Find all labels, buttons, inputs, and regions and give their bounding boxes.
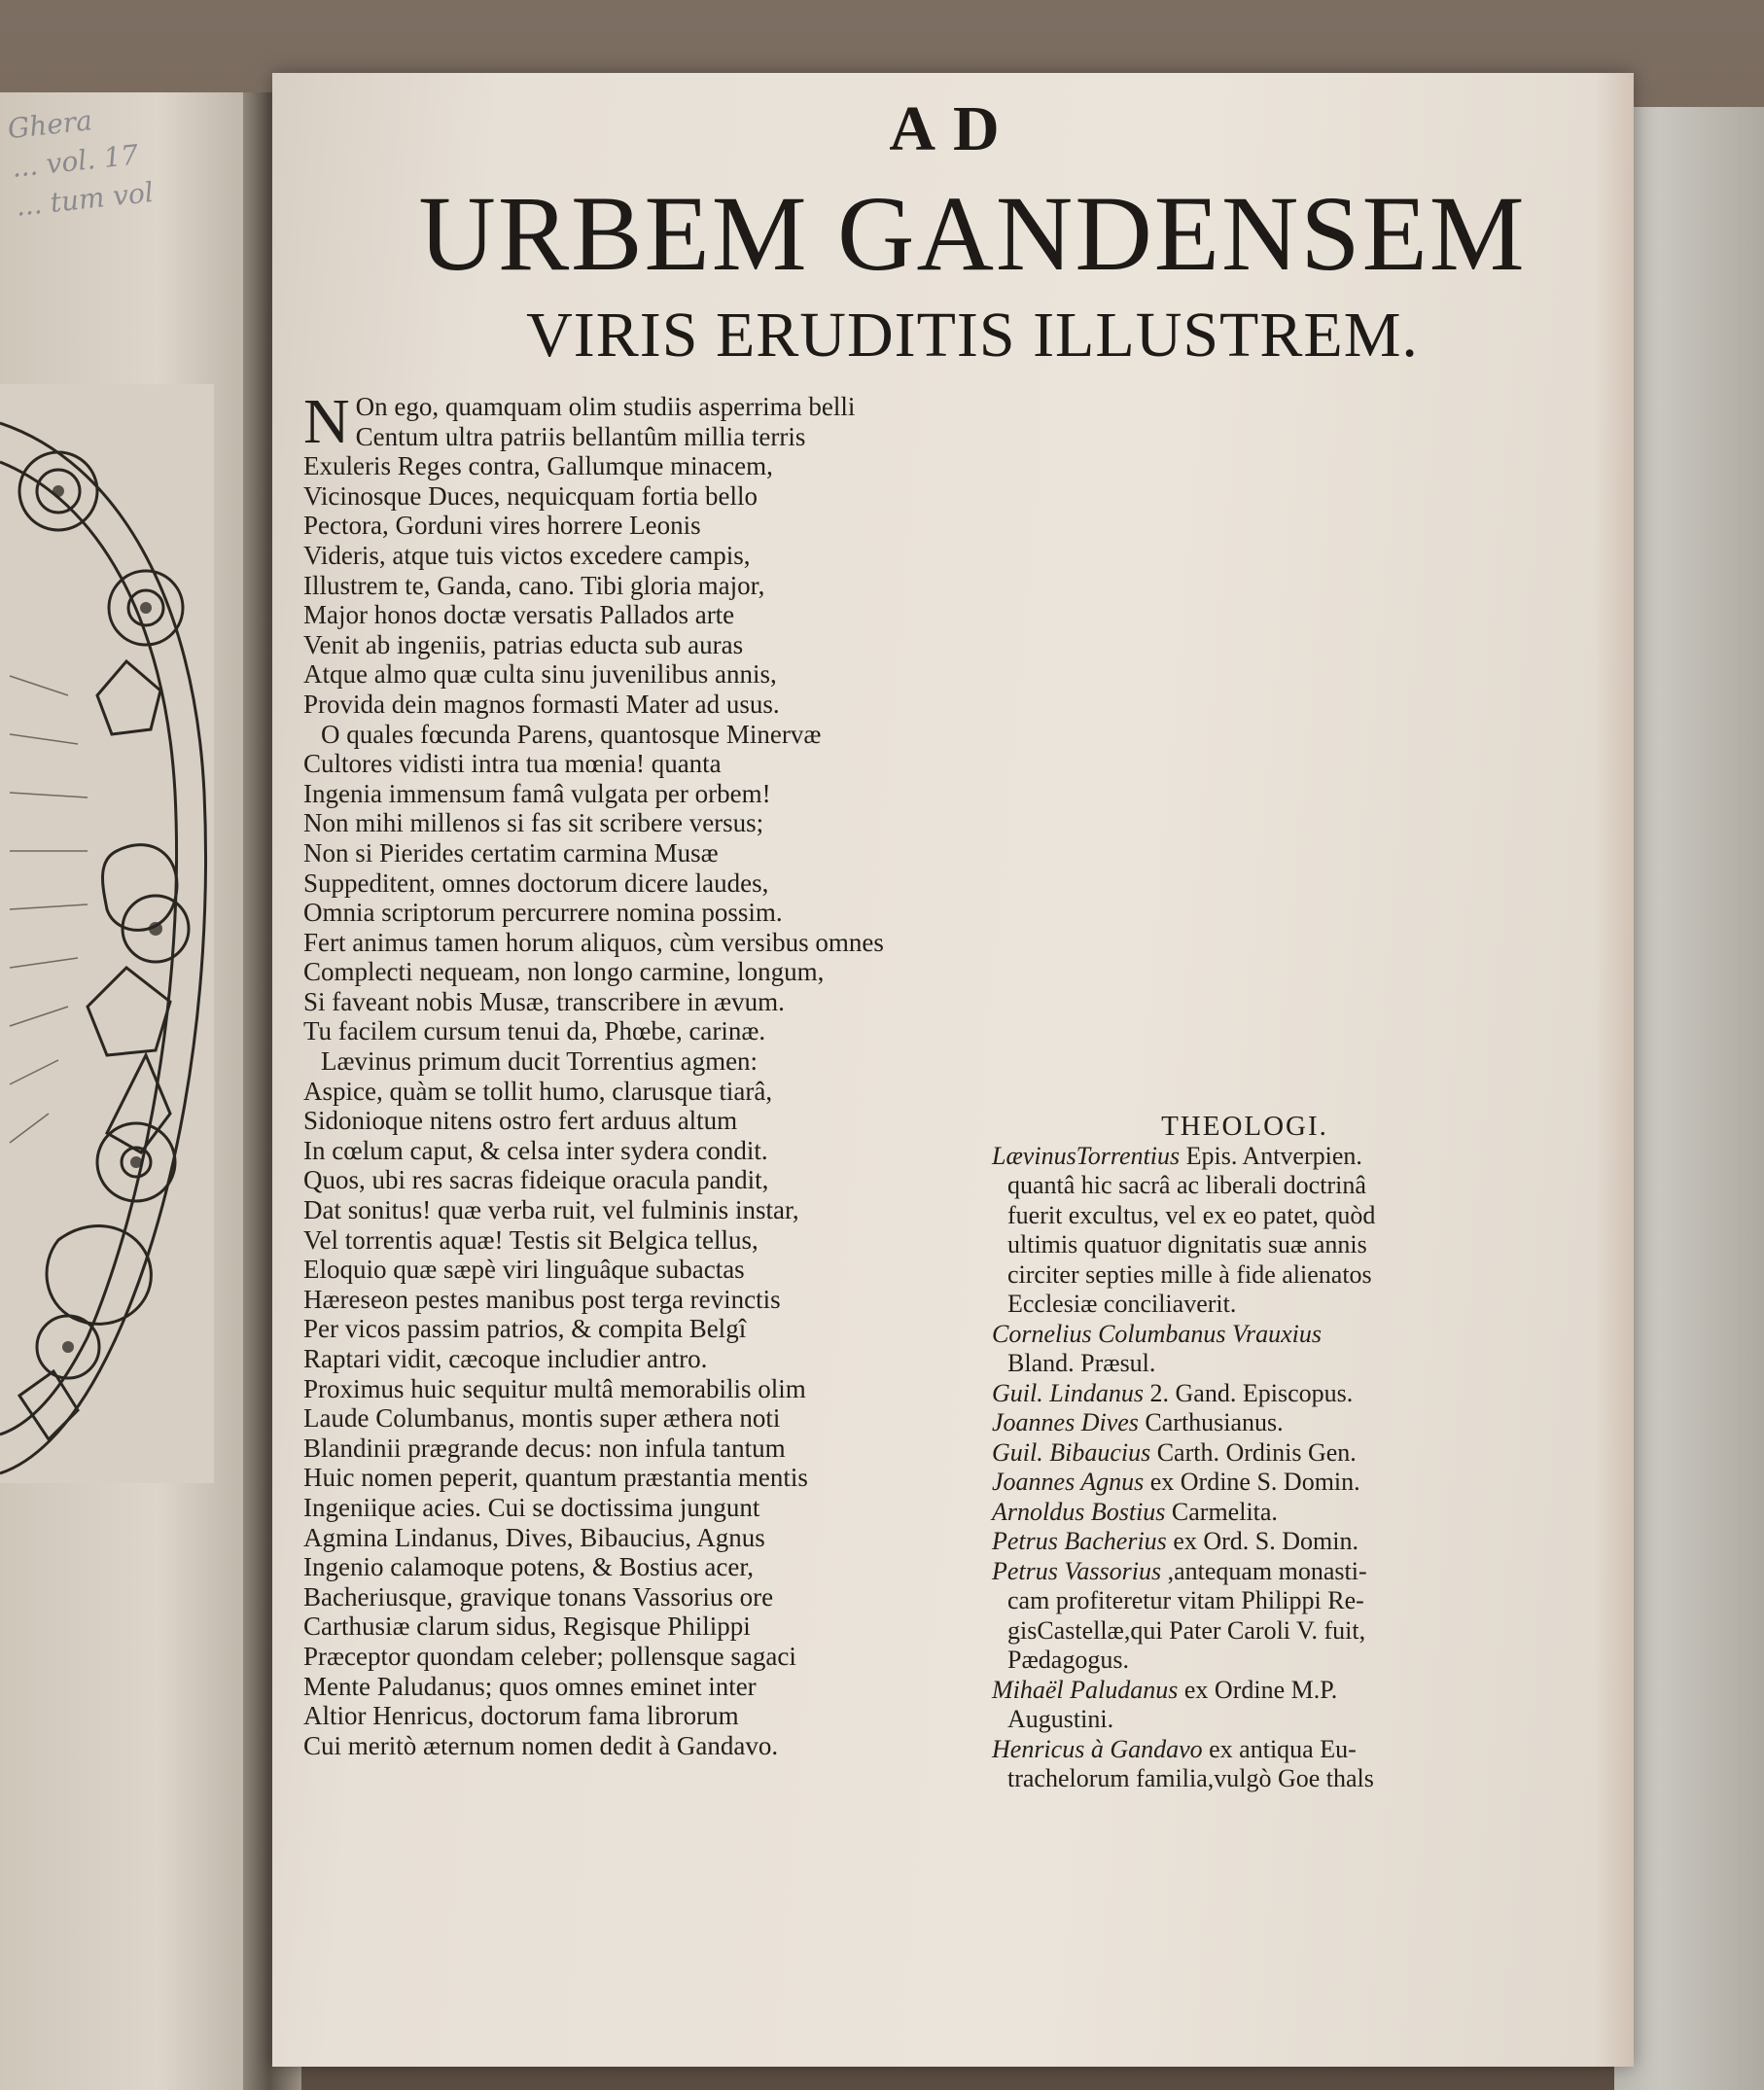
poem-line: Major honos doctæ versatis Pallados arte: [303, 600, 735, 630]
theologi-entry: [992, 1498, 1614, 1528]
poem-line: Ingeniique acies. Cui se doctissima jungunt: [303, 1492, 760, 1522]
theologi-entry: [992, 1142, 1614, 1320]
entry-text: ex Ord. S. Domin.: [1166, 1527, 1358, 1555]
entry-text: Carth. Ordinis Gen.: [1150, 1437, 1357, 1467]
entry-text: trachelorum familia,vulgò Goe thals: [1007, 1764, 1374, 1792]
poem-line: Lævinus primum ducit Torrentius agmen:: [321, 1046, 759, 1077]
entry-name: Guil. Bibaucius: [992, 1437, 1151, 1467]
poem-line: Vicinosque Duces, nequicquam fortia bello: [303, 480, 758, 511]
left-facing-page: [0, 92, 263, 2090]
title-line-3: VIRIS ERUDITIS ILLUSTREM.: [526, 300, 1419, 371]
theologi-entry: [992, 1438, 1614, 1469]
entry-text: Carthusianus.: [1138, 1408, 1284, 1436]
poem-line: Huic nomen peperit, quantum præstantia mentis: [303, 1463, 808, 1493]
poem-line: O quales fœcunda Parens, quantosque Minervæ: [321, 719, 822, 749]
entry-name: Joannes Dives: [992, 1408, 1139, 1436]
poem-line: Si faveant nobis Musæ, transcribere in ævum.: [303, 986, 785, 1016]
entry-text: Pædagogus.: [1007, 1646, 1129, 1674]
poem-line: Omnia scriptorum percurrere nomina possim.: [303, 898, 783, 928]
poem-line: Blandinii prægrande decus: non infula tantum: [303, 1433, 786, 1463]
title-line-1: AD: [889, 93, 1017, 164]
entry-text: cam profiteretur vitam Philippi Re-: [1007, 1586, 1364, 1614]
poem-line: In cœlum caput, & celsa inter sydera condit.: [303, 1135, 768, 1165]
title-line-2: URBEM GANDENSEM: [418, 174, 1527, 293]
poem-line: Tu facilem cursum tenui da, Phœbe, carinæ.: [303, 1016, 766, 1046]
poem-line: Vel torrentis aquæ! Testis sit Belgica tellus,: [303, 1224, 759, 1255]
poem-line: Laude Columbanus, montis super æthera noti: [303, 1403, 781, 1434]
poem-line: Videris, atque tuis victos excedere campis,: [303, 540, 751, 570]
entry-text: ex antiqua Eu-: [1202, 1734, 1357, 1763]
entry-name: Mihaël Paludanus: [992, 1675, 1179, 1704]
poem-line: Suppeditent, omnes doctorum dicere laudes,: [303, 868, 769, 898]
entry-text: ,antequam monasti-: [1161, 1556, 1367, 1585]
theologi-entry: [992, 1468, 1614, 1498]
entry-text: Ecclesiæ conciliaverit.: [1007, 1290, 1237, 1318]
entry-text: circiter septies mille à fide alienatos: [1007, 1259, 1372, 1289]
theologi-entry: [992, 1527, 1614, 1557]
theologi-entry: [992, 1320, 1614, 1379]
poem-line: Agmina Lindanus, Dives, Bibaucius, Agnus: [303, 1522, 765, 1552]
right-page: [272, 73, 1634, 2067]
poem-line: Quos, ubi res sacras fideique oracula pandit,: [303, 1165, 769, 1195]
poem-line: Non mihi millenos si fas sit scribere versus;: [303, 808, 764, 838]
poem-line: Dat sonitus! quæ verba ruit, vel fulminis instar,: [303, 1195, 799, 1225]
poem-line: Exuleris Reges contra, Gallumque minacem,: [303, 451, 773, 481]
poem-line: Raptari vidit, cæcoque includier antro.: [303, 1344, 708, 1373]
entry-text: Carmelita.: [1165, 1497, 1278, 1526]
poem-line: Hæreseon pestes manibus post terga revinctis: [303, 1284, 781, 1314]
show-through-text: [1225, 267, 1575, 1143]
theologi-entry: [992, 1676, 1614, 1735]
poem-line: Sidonioque nitens ostro fert arduus altum: [303, 1106, 738, 1136]
poem-line: Per vicos passim patrios, & compita Belgî: [303, 1314, 747, 1344]
poem-line: Carthusiæ clarum sidus, Regisque Philippi: [303, 1612, 751, 1642]
theologi-entries: [992, 1142, 1614, 1794]
poem-line: Illustrem te, Ganda, cano. Tibi gloria major,: [303, 570, 765, 600]
entry-name: Arnoldus Bostius: [992, 1497, 1166, 1526]
entry-text: 2. Gand. Episcopus.: [1144, 1378, 1354, 1407]
entry-text: fuerit excultus, vel ex eo patet, quòd: [1007, 1200, 1376, 1229]
poem-line: Ingenio calamoque potens, & Bostius acer,: [303, 1552, 755, 1582]
poem-line: Non si Pierides certatim carmina Musæ: [303, 837, 719, 868]
entry-text: Epis. Antverpien.: [1180, 1141, 1362, 1170]
poem-line: Cui meritò æternum nomen dedit à Gandavo.: [303, 1730, 779, 1760]
entry-name: Petrus Bacherius: [992, 1527, 1167, 1555]
entry-name: Petrus Vassorius: [992, 1556, 1162, 1585]
poem-line: Centum ultra patriis bellantûm millia terris: [355, 421, 806, 451]
poem-line: Proximus huic sequitur multâ memorabilis olim: [303, 1373, 806, 1403]
theologi-column: [992, 1112, 1614, 1794]
poem-line: Fert animus tamen horum aliquos, cùm versibus omnes: [303, 927, 884, 957]
theologi-entry: [992, 1735, 1614, 1794]
entry-name: Joannes Agnus: [992, 1468, 1145, 1496]
poem-line: Cultores vidisti intra tua mœnia! quanta: [303, 749, 722, 779]
entry-text: ex Ordine M.P.: [1178, 1675, 1338, 1704]
poem-line: Eloquio quæ sæpè viri linguâque subactas: [303, 1255, 745, 1285]
entry-name: Cornelius Columbanus Vrauxius: [992, 1319, 1322, 1348]
entry-text: ultimis quatuor dignitatis suæ annis: [1007, 1230, 1367, 1258]
poem-line: Bacheriusque, gravique tonans Vassorius ore: [303, 1581, 774, 1612]
theologi-entry: [992, 1557, 1614, 1676]
entry-text: gisCastellæ,qui Pater Caroli V. fuit,: [1007, 1615, 1366, 1645]
theologi-entry: [992, 1379, 1614, 1409]
poem-line: Mente Paludanus; quos omnes eminet inter: [303, 1671, 757, 1701]
column-heading: THEOLOGI.: [1161, 1111, 1328, 1142]
entry-text: ex Ordine S. Domin.: [1144, 1468, 1360, 1496]
entry-text: Bland. Præsul.: [1007, 1349, 1156, 1377]
poem-text: [303, 386, 1013, 1760]
poem-line: Provida dein magnos formasti Mater ad usus.: [303, 689, 780, 719]
book-cover-board: [1614, 107, 1764, 2090]
poem-line: Aspice, quàm se tollit humo, clarusque tiarâ,: [303, 1076, 773, 1106]
poem-line: Ingenia immensum famâ vulgata per orbem!: [303, 778, 771, 808]
poem-line: Præceptor quondam celeber; pollensque sagaci: [303, 1641, 796, 1671]
entry-name: Henricus à Gandavo: [992, 1734, 1203, 1763]
drop-cap: N: [303, 386, 350, 457]
theologi-entry: [992, 1408, 1614, 1438]
poem-line-text: On ego, quamquam olim studiis asperrima belli: [355, 392, 856, 421]
entry-text: Augustini.: [1007, 1705, 1114, 1733]
poem-line: Pectora, Gorduni vires horrere Leonis: [303, 511, 701, 541]
entry-name: LævinusTorrentius: [992, 1141, 1181, 1170]
floral-engraving: [0, 384, 214, 1483]
entry-text: quantâ hic sacrâ ac liberali doctrinâ: [1007, 1171, 1366, 1199]
poem-line: Complecti nequeam, non longo carmine, longum,: [303, 957, 825, 987]
entry-name: Guil. Lindanus: [992, 1378, 1145, 1407]
handwritten-note: Ghera ... vol. 17 ... tum vol: [6, 104, 156, 223]
poem-line: Atque almo quæ culta sinu juvenilibus annis,: [303, 659, 777, 690]
poem-line: Altior Henricus, doctorum fama librorum: [303, 1701, 739, 1731]
poem-line: Venit ab ingeniis, patrias educta sub auras: [303, 629, 744, 659]
